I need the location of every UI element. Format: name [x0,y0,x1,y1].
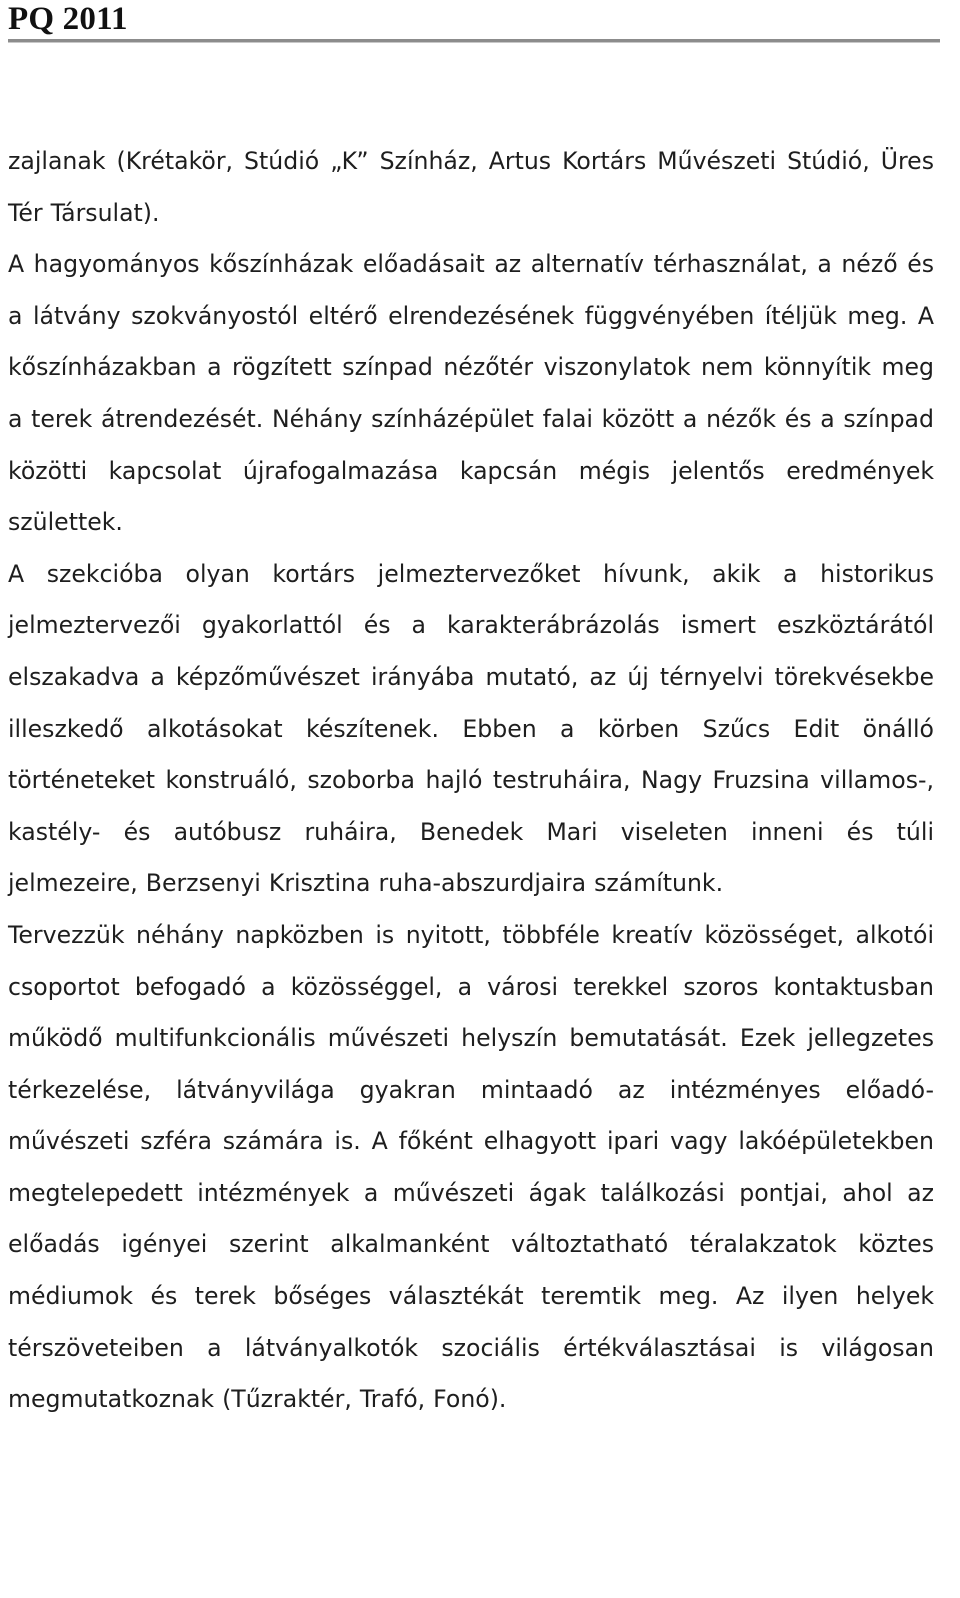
page-header [8,0,940,43]
paragraph-1: zajlanak (Krétakör, Stúdió „K” Színház, Artus Kortárs Művészeti Stúdió, Üres Tér Társulat). [8,147,934,227]
header-rule [8,39,940,43]
header-title: PQ 2011 [8,1,128,37]
document-body [8,136,934,1426]
paragraph-3: A szekcióba olyan kortárs jelmeztervezőket hívunk, akik a historikus jelmeztervezői gyakorlattól és a karakterábrázolás ismert eszköztárától elszakadva a képzőművészet irányába mutató, az új térnyelvi törekvésekbe illeszkedő alkotásokat készítenek. Ebben a körben Szűcs Edit önálló történeteket konstruáló, szoborba hajló testruháira, Nagy Fruzsina villamos-, kastély- és autóbusz ruháira, Benedek Mari viseleten inneni és túli jelmezeire, Berzsenyi Krisztina ruha-abszurdjaira számítunk. [8,559,934,898]
paragraph-2: A hagyományos kőszínházak előadásait az alternatív térhasználat, a néző és a látvány szokványostól eltérő elrendezésének függvényében ítéljük meg. A kőszínházakban a rögzített színpad nézőtér viszonylatok nem könnyítik meg a terek átrendezését. Néhány színházépület falai között a nézők és a színpad közötti kapcsolat újrafogalmazása kapcsán mégis jelentős eredmények születtek. [8,250,934,537]
paragraph-4: Tervezzük néhány napközben is nyitott, többféle kreatív közösséget, alkotói csoportot befogadó a közösséggel, a városi terekkel szoros kontaktusban működő multifunkcionális művészeti helyszín bemutatását. Ezek jellegzetes térkezelése, látványvilága gyakran mintaadó az intézményes előadó-művészeti szféra számára is. A főként elhagyott ipari vagy lakóépületekben megtelepedett intézmények a művészeti ágak találkozási pontjai, ahol az előadás igényei szerint alkalmanként változtatható téralakzatok köztes médiumok és terek bőséges választékát teremtik meg. Az ilyen helyek térszöveteiben a látványalkotók szociális értékválasztásai is világosan megmutatkoznak (Tűzraktér, Trafó, Fonó). [8,920,934,1414]
